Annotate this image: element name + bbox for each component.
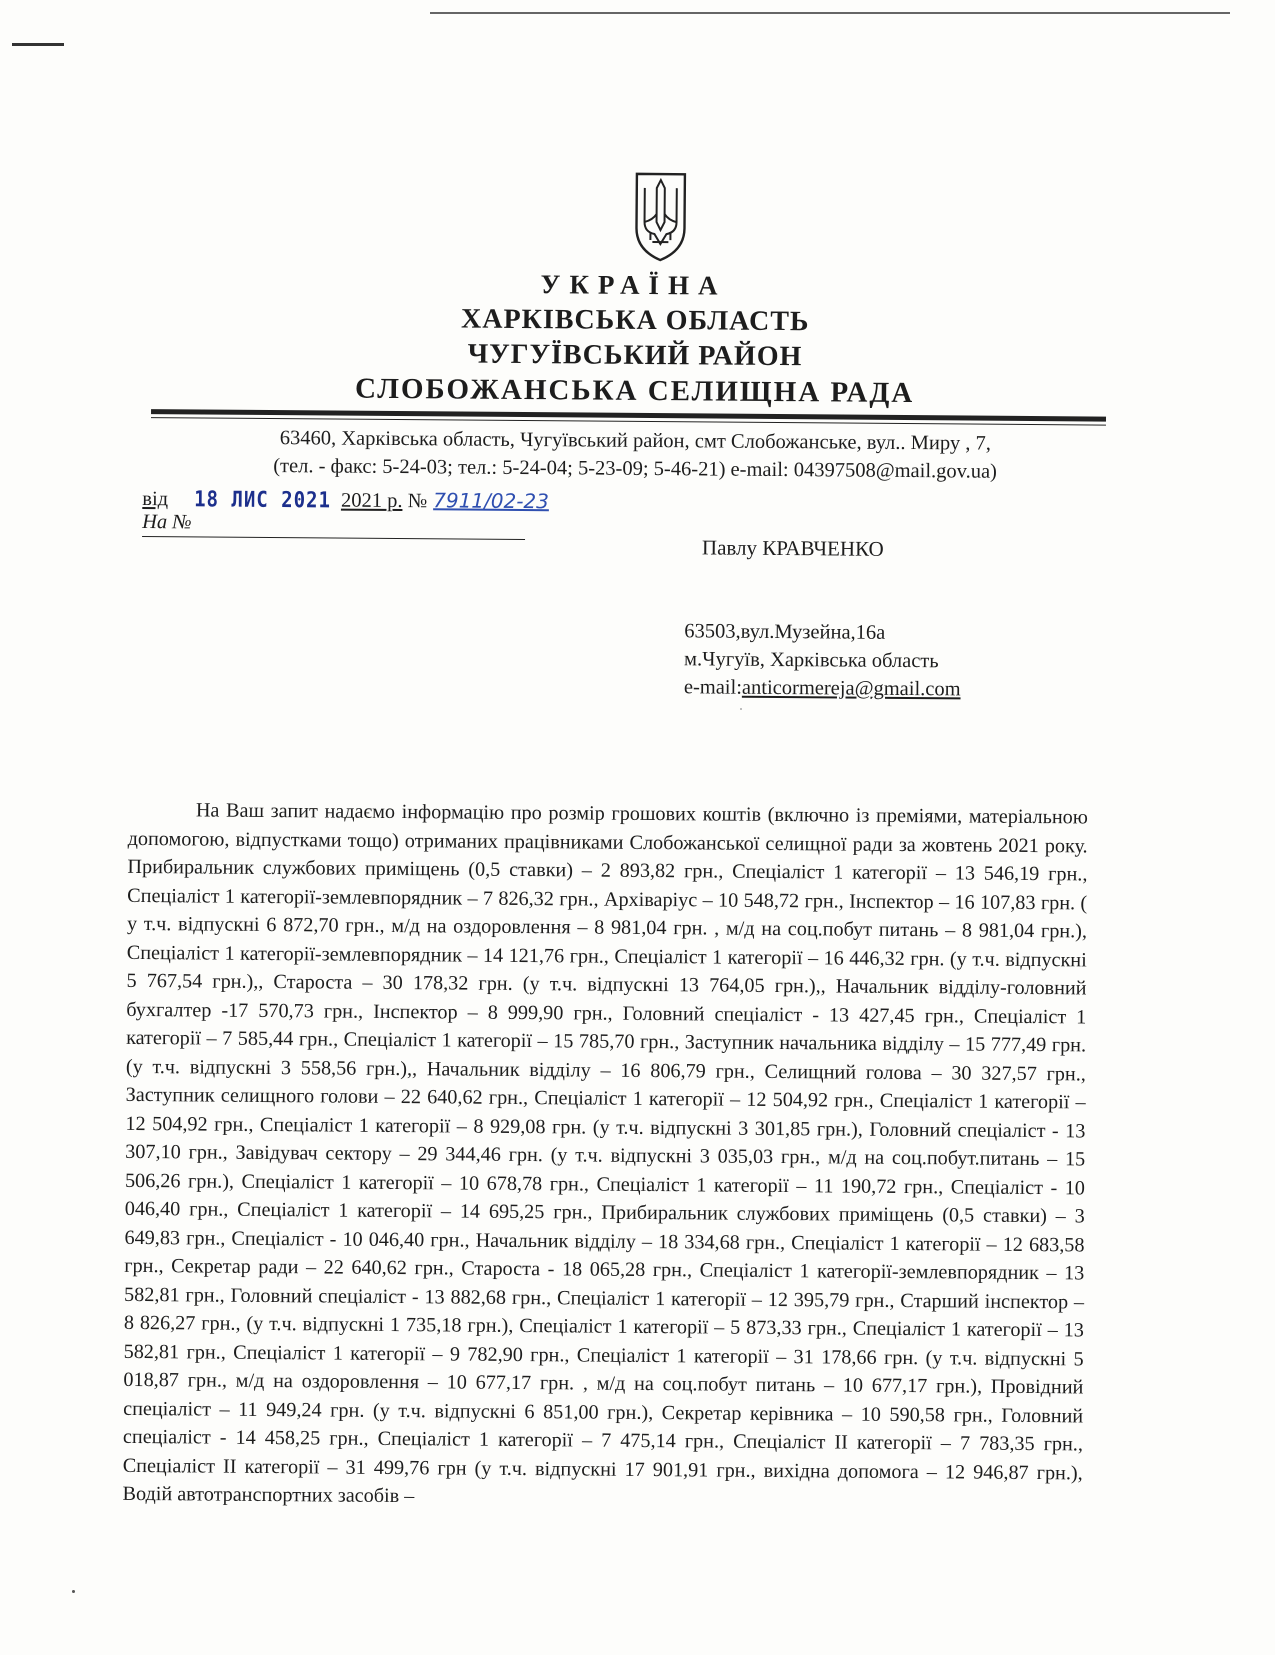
header-district: ЧУГУЇВСЬКИЙ РАЙОН — [467, 338, 803, 373]
council-contacts: (тел. - факс: 5-24-03; тел.: 5-24-04; 5-23-09; 5-46-21) e-mail: 04397508@mail.gov.ua) — [273, 455, 998, 483]
trident-icon — [632, 170, 689, 262]
body-paragraph: На Ваш запит надаємо інформацію про розмір грошових коштів (включно із преміями, матеріальною допомогою, відпустками тощо) отриманих працівниками Слобожанської селищної ради за жовтень 2021 року. Прибиральник службових приміщень (0,5 ставки) – 2 893,82 грн., Спеціаліст 1 категорії – 13 546,19 грн., Спеціаліст 1 категорії-землевпорядник – 7 826,32 грн., Архіваріус – 10 548,72 грн., Інспектор – 16 107,83 грн. ( у т.ч. відпускні 6 872,70 грн., м/д на оздоровлення – 8 981,04 грн. , м/д на соц.побут питань – 8 981,04 грн.), Спеціаліст 1 категорії-землевпорядник – 14 121,76 грн., Спеціаліст 1 категорії – 16 446,32 грн. (у т.ч. відпускні 5 767,54 грн.),, Староста – 30 178,32 грн. (у т.ч. відпускні 13 764,05 грн.),, Начальник відділу-головний бухгалтер -17 570,73 грн., Інспектор – 8 999,90 грн., Головний спеціаліст - 13 427,45 грн., Спеціаліст 1 категорії – 7 585,44 грн., Спеціаліст 1 категорії – 15 785,70 грн., Заступник начальника відділу – 15 777,49 грн. (у т.ч. відпускні 3 558,56 грн.),, Начальник відділу – 16 806,79 грн., Селищний голова – 30 327,57 грн., Заступник селищного голови – 22 640,62 грн., Спеціаліст 1 категорії – 12 504,92 грн., Спеціаліст 1 категорії – 12 504,92 грн., Спеціаліст 1 категорії – 8 929,08 грн. (у т.ч. відпускні 3 301,85 грн.), Головний спеціаліст - 13 307,10 грн., Завідувач сектору – 29 344,46 грн. (у т.ч. відпускні 3 035,03 грн., м/д на соц.побут.питань – 15 506,26 грн.), Спеціаліст 1 категорії – 10 678,78 грн., Спеціаліст 1 категорії – 11 190,72 грн., Спеціаліст - 10 046,40 грн., Спеціаліст 1 категорії – 14 695,25 грн., Прибиральник службових приміщень (0,5 ставки) – 3 649,83 грн., Спеціаліст - 10 046,40 грн., Начальник відділу – 18 334,68 грн., Спеціаліст 1 категорії – 12 683,58 грн., Секретар ради – 22 640,62 грн., Староста - 18 065,28 грн., Спеціаліст 1 категорії-землевпорядник – 13 582,81 грн., Головний спеціаліст - 13 882,68 грн., Спеціаліст 1 категорії – 12 395,79 грн., Старший інспектор – 8 826,27 грн., (у т.ч. відпускні 1 735,18 грн.), Спеціаліст 1 категорії – 5 873,33 грн., Спеціаліст 1 категорії – 13 582,81 грн., Спеціаліст 1 категорії – 9 782,90 грн., Спеціаліст 1 категорії – 31 178,66 грн. (у т.ч. відпускні 5 018,87 грн., м/д на оздоровлення – 10 677,17 грн. , м/д на соц.побут питань – 10 677,17 грн.), Провідний спеціаліст – 11 949,24 грн. (у т.ч. відпускні 6 851,00 грн.), Секретар керівника – 10 590,58 грн., Головний спеціаліст - 14 458,25 грн., Спеціаліст 1 категорії – 7 475,14 грн., Спеціаліст ІІ категорії – 7 783,35 грн., Спеціаліст ІІ категорії – 31 499,76 грн (у т.ч. відпускні 17 901,91 грн., вихідна допомога – 12 946,87 грн.), Водій автотранспортних засобів – — [122, 799, 1088, 1508]
from-label: від — [142, 488, 169, 511]
year-text: 2021 р. — [340, 489, 403, 513]
recipient-email: anticormereja@gmail.com — [741, 676, 961, 701]
number-label: № — [407, 490, 428, 513]
letter-body — [122, 796, 1088, 1516]
recipient-email-line — [684, 676, 961, 701]
header-country: УКРАЇНА — [540, 269, 727, 301]
date-stamp: 18 ЛИС 2021 — [194, 486, 332, 514]
header-council: СЛОБОЖАНСЬКА СЕЛИЩНА РАДА — [354, 372, 915, 410]
header-divider-thick — [151, 409, 1106, 422]
registration-line — [142, 486, 549, 514]
recipient-address-city: м.Чугуїв, Харківська область — [684, 648, 939, 673]
scan-speck — [740, 708, 742, 710]
scan-speck — [72, 1590, 75, 1593]
reply-reference: На № — [142, 511, 525, 540]
recipient-address-street: 63503,вул.Музейна,16а — [684, 620, 886, 644]
handwritten-outgoing-number: 7911/02-23 — [433, 488, 550, 514]
recipient-name: Павлу КРАВЧЕНКО — [701, 535, 884, 561]
council-address: 63460, Харківська область, Чугуївський район, смт Слобожанське, вул.. Миру , 7, — [279, 427, 991, 455]
email-label: e-mail: — [683, 676, 743, 699]
header-region: ХАРКІВСЬКА ОБЛАСТЬ — [460, 303, 810, 338]
